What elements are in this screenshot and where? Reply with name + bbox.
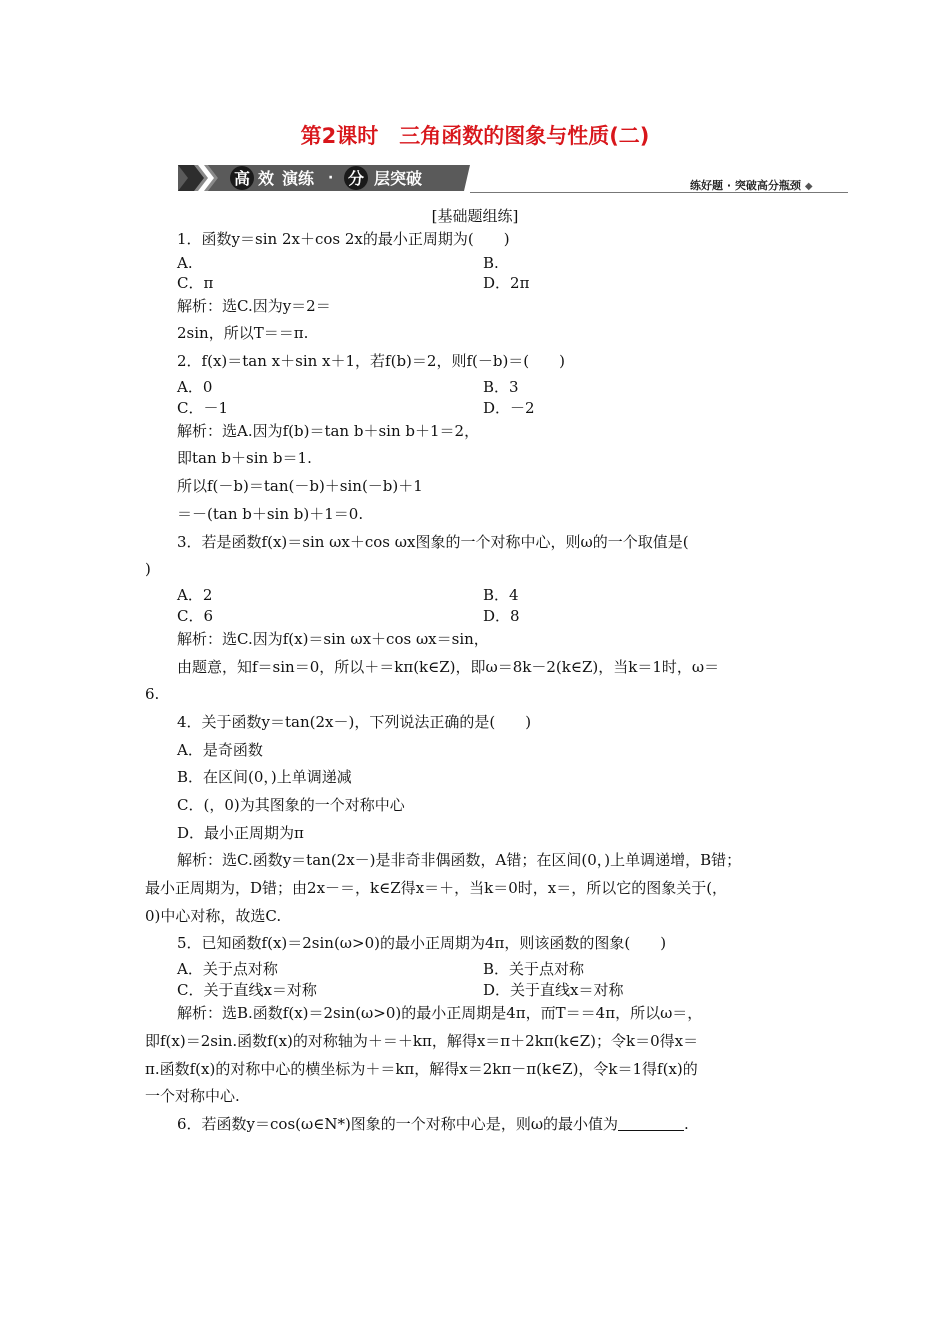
q2-options-ab bbox=[145, 376, 805, 397]
q3-solution-wrap: 6. bbox=[145, 685, 160, 704]
option: D．关于直线x＝对称 bbox=[483, 981, 624, 1000]
section-title: [基础题组练] bbox=[431, 207, 519, 225]
banner-text-2: 效 bbox=[257, 169, 275, 188]
q4-option: B．在区间(0，)上单调递减 bbox=[177, 768, 352, 787]
q4-stem: 4．关于函数y＝tan(2x－)，下列说法正确的是( ) bbox=[177, 712, 532, 731]
banner-rule bbox=[470, 192, 848, 193]
option: D．－2 bbox=[483, 398, 535, 417]
q4-option: C．(，0)为其图象的一个对称中心 bbox=[177, 796, 405, 814]
q4-option: D．最小正周期为π bbox=[177, 823, 304, 842]
q2-solution: 所以f(－b)＝tan(－b)＋sin(－b)＋1 bbox=[177, 477, 423, 496]
q6-stem: 6．若函数y＝cos(ω∈N*)图象的一个对称中心是，则ω的最小值为 . bbox=[177, 1114, 689, 1133]
q2-solution: 即tan b＋sin b＝1. bbox=[177, 449, 312, 468]
q1-options-cd bbox=[145, 272, 805, 293]
q3-solution: 解析：选C.因为f(x)＝sin ωx＋cos ωx＝sin， bbox=[177, 629, 489, 648]
option: B. bbox=[483, 253, 499, 272]
option: A．0 bbox=[177, 377, 213, 396]
q3-stem-wrap: ) bbox=[145, 560, 151, 579]
q1-solution: 2sin，所以T＝＝π. bbox=[177, 324, 309, 343]
q5-options-cd bbox=[145, 979, 805, 1000]
option: C．关于直线x＝对称 bbox=[177, 981, 317, 1000]
q1-solution: 解析：选C.因为y＝2＝ bbox=[177, 296, 331, 315]
option: D．8 bbox=[483, 606, 520, 625]
option: B．3 bbox=[483, 377, 519, 396]
banner-dot: · bbox=[328, 170, 334, 186]
q5-solution: 解析：选B.函数f(x)＝2sin(ω>0)的最小正周期是4π，而T＝＝4π，所以ω＝， bbox=[177, 1004, 703, 1023]
exercise-body bbox=[145, 226, 805, 1139]
banner-text-5: 层突破 bbox=[374, 169, 423, 188]
q1-options-ab bbox=[145, 254, 805, 272]
banner-text-3: 演练 bbox=[282, 169, 315, 188]
option: C．π bbox=[177, 273, 214, 292]
q2-solution: ＝－(tan b＋sin b)＋1＝0. bbox=[177, 504, 364, 523]
option: C．6 bbox=[177, 606, 214, 625]
q2-solution: 解析：选A.因为f(b)＝tan b＋sin b＋1＝2， bbox=[177, 421, 480, 440]
option: B．4 bbox=[483, 585, 519, 604]
q3-solution: 由题意，知f＝sin＝0，所以＋＝kπ(k∈Z)，即ω＝8k－2(k∈Z)，当k＝1时，ω＝ bbox=[177, 657, 720, 676]
banner-tagline: 练好题 · 突破高分瓶颈 ◆ bbox=[690, 179, 813, 192]
q5-solution-wrap: 一个对称中心. bbox=[145, 1087, 240, 1106]
q2-options-cd bbox=[145, 397, 805, 418]
answer-blank[interactable] bbox=[618, 1114, 684, 1131]
q5-options-ab bbox=[145, 958, 805, 979]
section-banner bbox=[178, 163, 470, 193]
q4-solution: 解析：选C.函数y＝tan(2x－)是非奇非偶函数，A错；在区间(0，)上单调递增，B错； bbox=[177, 851, 742, 870]
q1-stem: 1．函数y＝sin 2x＋cos 2x的最小正周期为( ) bbox=[177, 230, 510, 248]
q5-stem: 5．已知函数f(x)＝2sin(ω>0)的最小正周期为4π，则该函数的图象( ) bbox=[177, 934, 667, 953]
q3-options-ab bbox=[145, 584, 805, 605]
q4-solution-wrap: 最小正周期为，D错；由2x－＝，k∈Z得x＝＋，当k＝0时，x＝，所以它的图象关于(， bbox=[145, 879, 728, 898]
q3-options-cd bbox=[145, 605, 805, 626]
diamond-icon: ◆ bbox=[804, 181, 813, 192]
q2-stem: 2．f(x)＝tan x＋sin x＋1，若f(b)＝2，则f(－b)＝( ) bbox=[177, 352, 566, 371]
option: A. bbox=[177, 253, 193, 272]
option: C．－1 bbox=[177, 398, 229, 417]
q4-option: A．是奇函数 bbox=[177, 740, 263, 759]
banner-text-1: 高 bbox=[233, 169, 251, 188]
option: B．关于点对称 bbox=[483, 960, 585, 979]
page-title: 第2课时 三角函数的图象与性质(二) bbox=[300, 124, 650, 148]
option: A．关于点对称 bbox=[177, 960, 278, 979]
q4-solution-wrap: 0)中心对称，故选C. bbox=[145, 906, 282, 925]
option: A．2 bbox=[177, 585, 213, 604]
q5-solution-wrap: π.函数f(x)的对称中心的横坐标为＋＝kπ，解得x＝2kπ－π(k∈Z)，令k＝1得f(x)的 bbox=[145, 1059, 698, 1078]
option: D．2π bbox=[483, 273, 530, 292]
q5-solution-wrap: 即f(x)＝2sin.函数f(x)的对称轴为＋＝＋kπ，解得x＝π＋2kπ(k∈Z)；令k＝0得x＝ bbox=[145, 1031, 699, 1050]
q3-stem: 3．若是函数f(x)＝sin ωx＋cos ωx图象的一个对称中心，则ω的一个取值是( bbox=[177, 532, 689, 551]
banner-text-4: 分 bbox=[347, 169, 365, 188]
